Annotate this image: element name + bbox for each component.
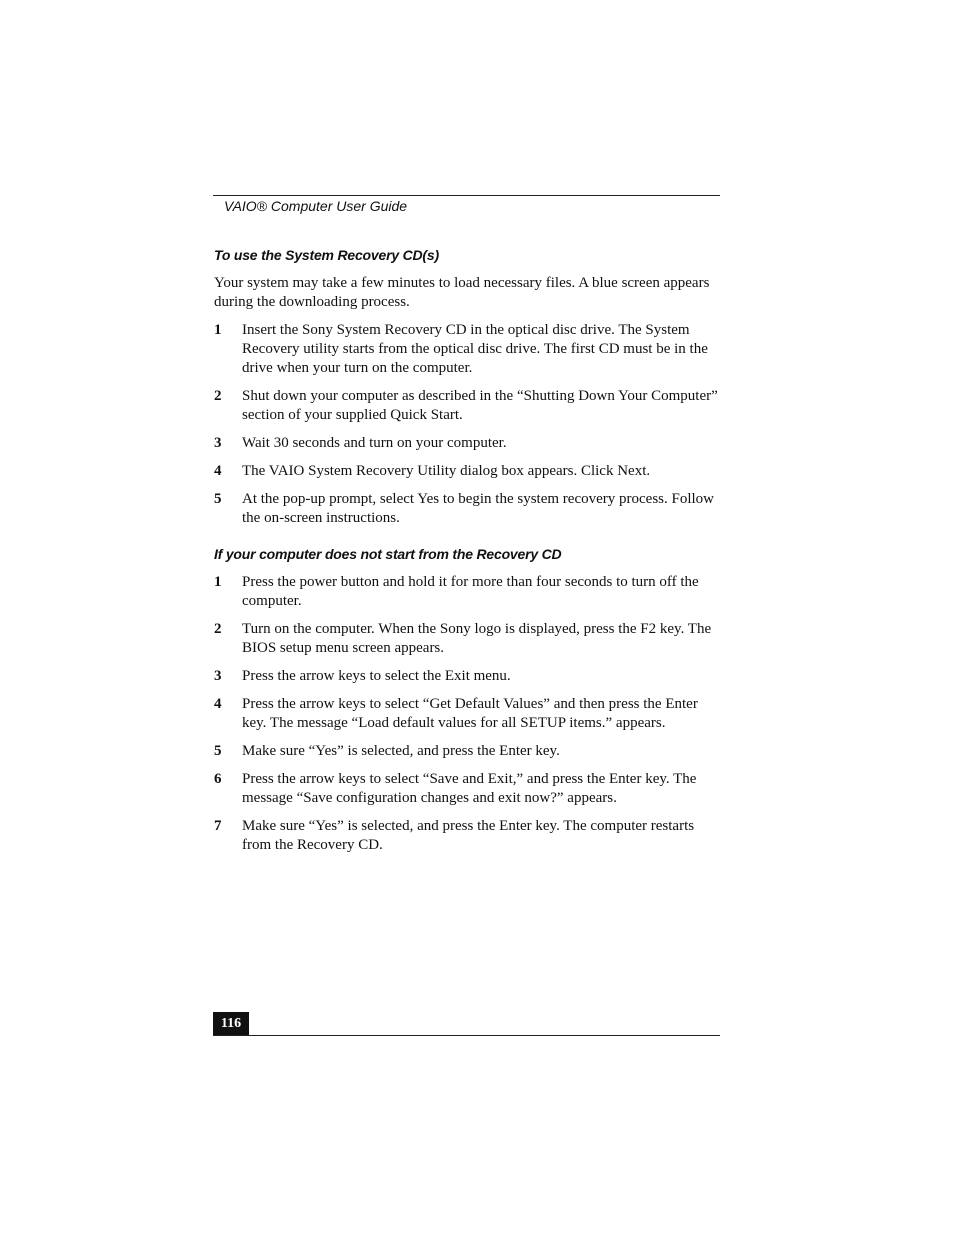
step-text: Press the arrow keys to select the Exit menu. [242, 668, 511, 684]
step-text: The VAIO System Recovery Utility dialog box appears. Click Next. [242, 463, 651, 479]
step-number: 1 [214, 322, 222, 338]
list-item [214, 817, 720, 855]
list-item [214, 573, 720, 611]
step-number: 7 [214, 818, 222, 834]
step-number: 2 [214, 388, 222, 404]
list-item [214, 434, 720, 453]
step-number: 4 [214, 463, 222, 479]
step-number: 4 [214, 696, 222, 712]
step-number: 1 [214, 574, 222, 590]
step-text: Press the arrow keys to select “Save and Exit,” and press the Enter key. The message “Save configuration changes and exit now?” appears. [242, 771, 697, 806]
list-item [214, 620, 720, 658]
step-text: Shut down your computer as described in the “Shutting Down Your Computer” section of your supplied Quick Start. [242, 388, 718, 423]
step-number: 3 [214, 435, 222, 451]
step-text: Press the power button and hold it for more than four seconds to turn off the computer. [242, 574, 699, 609]
step-number: 3 [214, 668, 222, 684]
page-number: 116 [213, 1012, 249, 1036]
step-text: Wait 30 seconds and turn on your computer. [242, 435, 507, 451]
list-item [214, 387, 720, 425]
section-heading-use-recovery-cd: To use the System Recovery CD(s) [214, 247, 439, 263]
section-intro: Your system may take a few minutes to load necessary files. A blue screen appears during the downloading process. [214, 275, 710, 310]
list-item [214, 770, 720, 808]
list-item [214, 742, 720, 761]
list-item [214, 321, 720, 378]
step-number: 6 [214, 771, 222, 787]
header-rule [213, 195, 720, 196]
running-head: VAIO® Computer User Guide [224, 198, 408, 214]
list-item [214, 667, 720, 686]
footer-rule [213, 1035, 720, 1036]
list-item [214, 490, 720, 528]
steps-list-use-recovery-cd [214, 321, 720, 528]
step-text: Press the arrow keys to select “Get Default Values” and then press the Enter key. The message “Load default values for all SETUP items.” appears. [242, 696, 698, 731]
section-heading-not-start-from-cd: If your computer does not start from the Recovery CD [214, 546, 562, 562]
step-number: 2 [214, 621, 222, 637]
list-item [214, 462, 720, 481]
step-text: Turn on the computer. When the Sony logo is displayed, press the F2 key. The BIOS setup menu screen appears. [242, 621, 712, 656]
step-text: Make sure “Yes” is selected, and press the Enter key. [242, 743, 560, 759]
step-text: Insert the Sony System Recovery CD in the optical disc drive. The System Recovery utility starts from the optical disc drive. The first CD must be in the drive when your turn on the computer. [242, 322, 708, 376]
step-text: At the pop-up prompt, select Yes to begin the system recovery process. Follow the on-screen instructions. [242, 491, 715, 526]
steps-list-not-start-from-cd [214, 573, 720, 855]
step-text: Make sure “Yes” is selected, and press the Enter key. The computer restarts from the Recovery CD. [242, 818, 695, 853]
step-number: 5 [214, 743, 222, 759]
page-content [214, 245, 720, 864]
list-item [214, 695, 720, 733]
step-number: 5 [214, 491, 222, 507]
